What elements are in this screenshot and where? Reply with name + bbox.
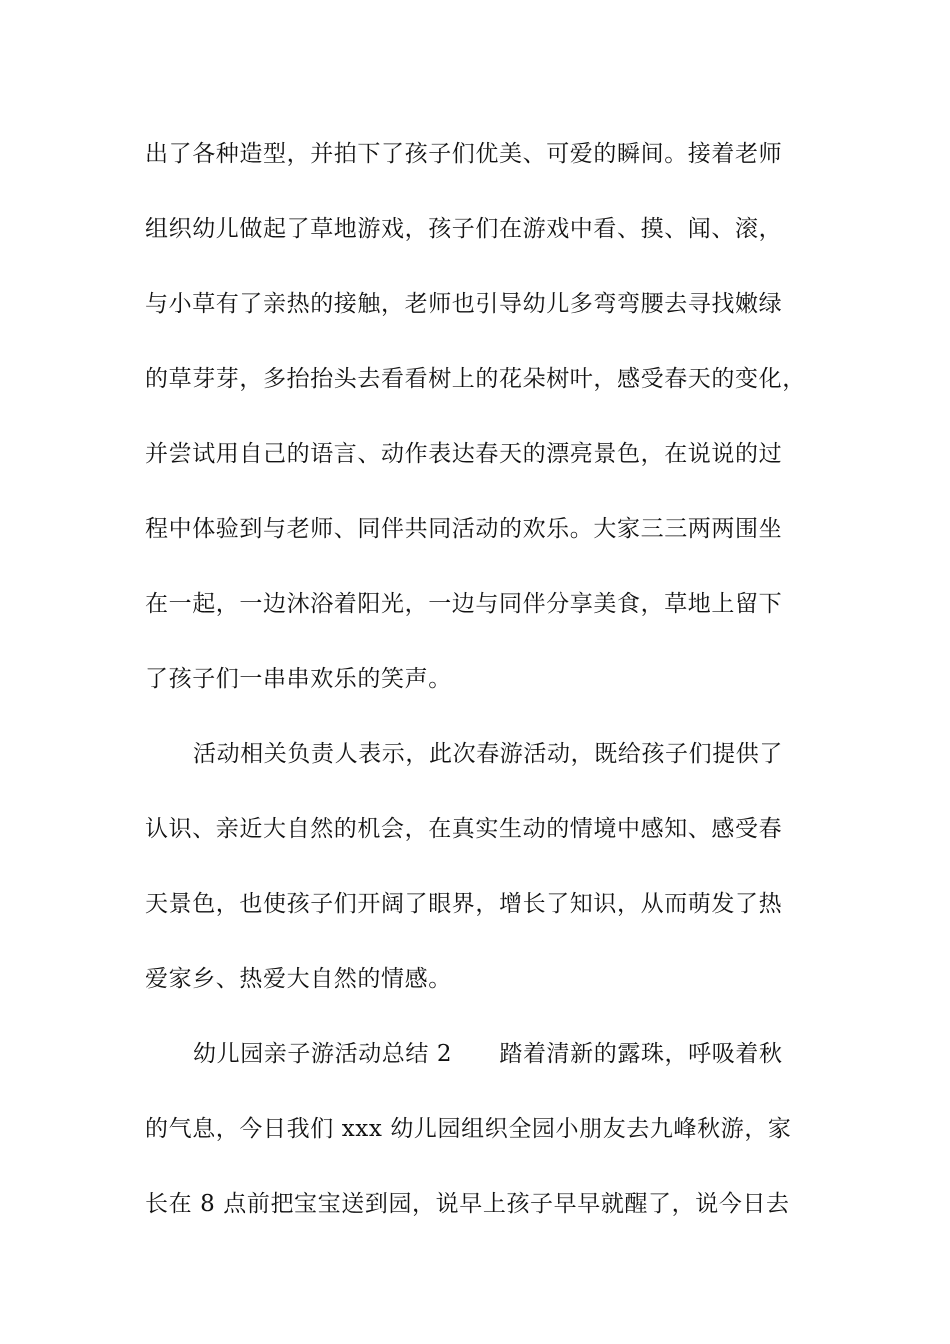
section-heading-line: 幼儿园亲子游活动总结 2 踏着清新的露珠，呼吸着秋 — [193, 1041, 783, 1067]
text-line: 在一起，一边沐浴着阳光，一边与同伴分享美食，草地上留下 — [145, 591, 783, 617]
text-line: 组织幼儿做起了草地游戏，孩子们在游戏中看、摸、闻、滚， — [145, 216, 783, 242]
text-line: 的气息，今日我们 xxx 幼儿园组织全园小朋友去九峰秋游，家 — [145, 1116, 792, 1142]
text-line: 了孩子们一串串欢乐的笑声。 — [145, 666, 452, 692]
text-line: 程中体验到与老师、同伴共同活动的欢乐。大家三三两两围坐 — [145, 516, 783, 542]
text-line: 长在 8 点前把宝宝送到园，说早上孩子早早就醒了，说今日去 — [145, 1191, 790, 1217]
text-line: 并尝试用自己的语言、动作表达春天的漂亮景色，在说说的过 — [145, 441, 783, 467]
text-line: 天景色，也使孩子们开阔了眼界，增长了知识，从而萌发了热 — [145, 891, 783, 917]
text-line: 出了各种造型，并拍下了孩子们优美、可爱的瞬间。接着老师 — [145, 141, 783, 167]
text-line: 爱家乡、热爱大自然的情感。 — [145, 966, 452, 992]
body-text — [145, 126, 845, 1251]
text-line: 的草芽芽，多抬抬头去看看树上的花朵树叶，感受春天的变化， — [145, 366, 806, 392]
text-line: 与小草有了亲热的接触，老师也引导幼儿多弯弯腰去寻找嫩绿 — [145, 291, 783, 317]
text-line: 认识、亲近大自然的机会，在真实生动的情境中感知、感受春 — [145, 816, 783, 842]
paragraph-start-line: 活动相关负责人表示，此次春游活动，既给孩子们提供了 — [193, 741, 783, 767]
